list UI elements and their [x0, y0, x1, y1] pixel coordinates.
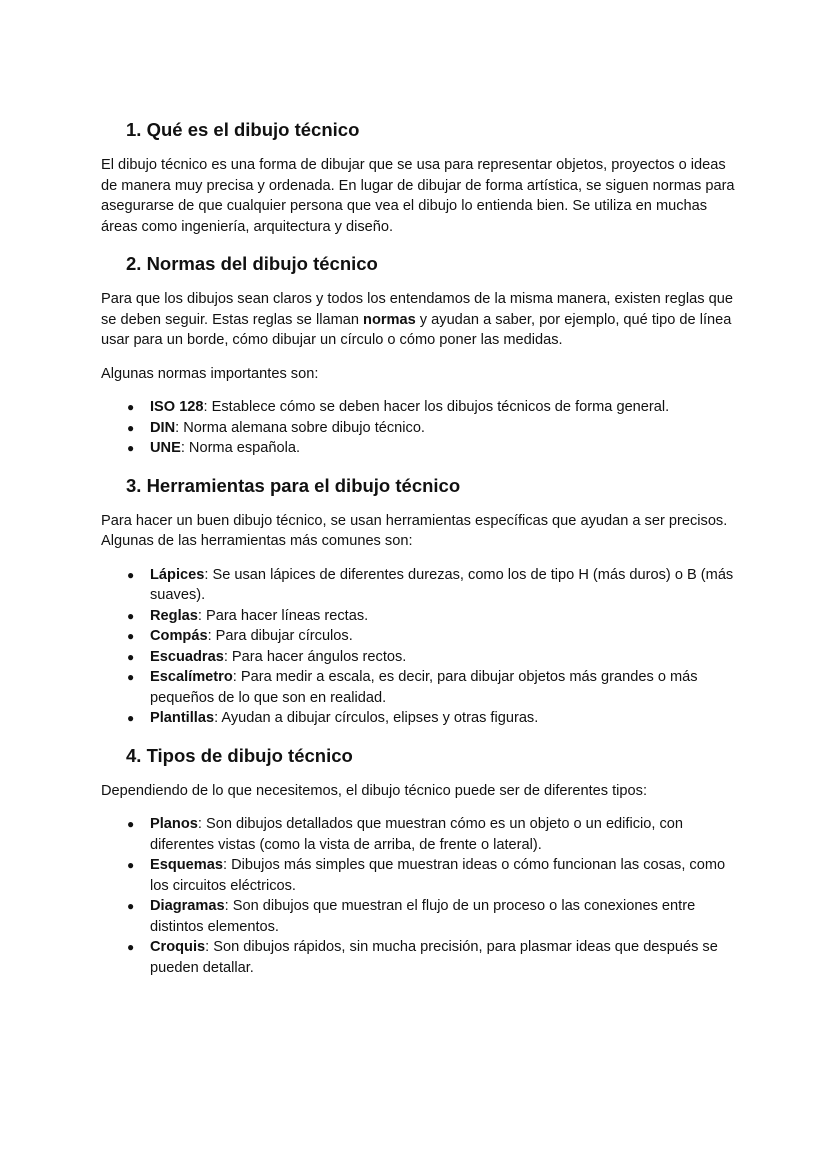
list-item-term: UNE: [150, 440, 181, 456]
list-item-text: : Para dibujar círculos.: [207, 628, 353, 644]
document-content: [101, 114, 741, 978]
bullet-icon: ●: [127, 670, 135, 684]
section-2-paragraph-1: [101, 289, 741, 351]
list-item-text: : Dibujos más simples que muestran ideas o cómo funcionan las cosas, como los circuitos eléctricos.: [150, 857, 726, 894]
list-item-term: Esquemas: [150, 857, 224, 873]
bullet-icon: ●: [127, 441, 135, 455]
list-item: [101, 896, 741, 937]
list-item-text: : Para medir a escala, es decir, para dibujar objetos más grandes o más pequeños de lo que son en realidad.: [150, 669, 698, 706]
list-item: [101, 814, 741, 855]
bullet-icon: ●: [127, 629, 135, 643]
bullet-icon: ●: [127, 420, 135, 435]
text-run: Para que los dibujos sean claros y todos los entendamos de la misma manera, existen reglas que se deben seguir. Estas reglas se llaman: [101, 291, 733, 328]
bullet-icon: ●: [127, 567, 135, 582]
bullet-icon: ●: [127, 711, 135, 725]
list-item-term: Diagramas: [150, 898, 225, 914]
list-item: [101, 626, 741, 647]
tipos-list: [101, 814, 741, 978]
list-item-text: : Se usan lápices de diferentes durezas, como los de tipo H (más duros) o B (más suaves).: [150, 566, 734, 603]
list-item-term: Lápices: [150, 566, 205, 583]
list-item: [101, 397, 741, 418]
bullet-icon: ●: [127, 899, 135, 913]
herramientas-list: [101, 565, 741, 729]
list-item-text: : Para hacer ángulos rectos.: [223, 648, 407, 665]
list-item-text: : Norma alemana sobre dibujo técnico.: [175, 419, 425, 436]
list-item-term: Planos: [150, 816, 198, 832]
list-item-term: Croquis: [150, 939, 206, 955]
list-item: [101, 418, 741, 439]
list-item-text: : Son dibujos que muestran el flujo de un proceso o las conexiones entre distintos elementos.: [150, 898, 696, 935]
list-item-term: ISO 128: [150, 399, 204, 415]
section-4-paragraph: Dependiendo de lo que necesitemos, el dibujo técnico puede ser de diferentes tipos:: [101, 782, 648, 799]
list-item: [101, 855, 741, 896]
list-item: [101, 606, 741, 627]
list-item-text: : Establece cómo se deben hacer los dibujos técnicos de forma general.: [203, 399, 670, 415]
list-item: [101, 667, 741, 708]
list-item: [101, 565, 741, 606]
bullet-icon: ●: [127, 400, 135, 414]
list-item-term: DIN: [150, 419, 176, 436]
list-item-text: : Norma española.: [180, 440, 301, 456]
list-item: [101, 647, 741, 668]
list-item-term: Reglas: [150, 607, 198, 624]
normas-list: [101, 397, 741, 459]
list-item-text: : Ayudan a dibujar círculos, elipses y otras figuras.: [214, 710, 539, 726]
list-item-term: Plantillas: [150, 710, 215, 726]
bullet-icon: ●: [127, 858, 135, 872]
list-item-term: Compás: [150, 628, 208, 644]
bold-term-normas: normas: [363, 311, 416, 328]
section-3-paragraph: Para hacer un buen dibujo técnico, se usan herramientas específicas que ayudan a ser precisos. Algunas de las herramientas más comunes son:: [101, 512, 728, 549]
list-item: [101, 708, 741, 729]
section-2-heading: 2. Normas del dibujo técnico: [126, 253, 378, 274]
bullet-icon: ●: [127, 817, 135, 831]
list-item-term: Escuadras: [150, 648, 224, 665]
list-item-text: : Para hacer líneas rectas.: [197, 607, 369, 624]
section-1-paragraph: El dibujo técnico es una forma de dibujar que se usa para representar objetos, proyectos o ideas de manera muy precisa y ordenada. En lugar de dibujar de forma artística, se siguen normas para asegurarse de que cualquier persona que vea el dibujo lo entienda bien. Se utiliza en muchas áreas como ingeniería, arquitectura y diseño.: [101, 157, 735, 235]
bullet-icon: ●: [127, 608, 135, 623]
list-item: [101, 937, 741, 978]
section-4-heading: 4. Tipos de dibujo técnico: [126, 744, 353, 766]
list-item: [101, 438, 741, 459]
list-item-text: : Son dibujos rápidos, sin mucha precisión, para plasmar ideas que después se pueden detallar.: [150, 939, 718, 976]
bullet-icon: ●: [127, 940, 135, 954]
section-2-paragraph-2: Algunas normas importantes son:: [101, 365, 319, 382]
list-item-term: Escalímetro: [150, 669, 233, 685]
bullet-icon: ●: [127, 649, 135, 664]
list-item-text: : Son dibujos detallados que muestran cómo es un objeto o un edificio, con diferentes vistas (como la vista de arriba, de frente o lateral).: [150, 816, 684, 853]
section-3-heading: 3. Herramientas para el dibujo técnico: [126, 474, 461, 496]
section-1-heading: 1. Qué es el dibujo técnico: [126, 119, 360, 140]
text-run: y ayudan a saber, por ejemplo, qué tipo de línea usar para un borde, cómo dibujar un círculo o cómo poner las medidas.: [101, 311, 732, 348]
